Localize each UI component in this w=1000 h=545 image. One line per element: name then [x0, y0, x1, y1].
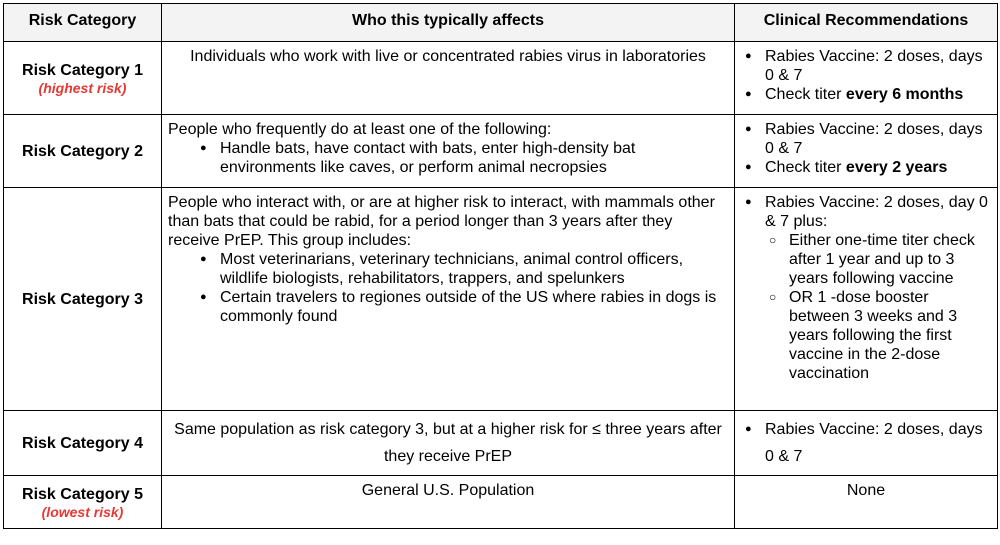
header-risk-category: Risk Category: [4, 4, 162, 42]
category-label: Risk Category 2: [22, 142, 143, 160]
recommendation-cell: [735, 411, 998, 476]
category-cell: [4, 42, 162, 115]
category-label: Risk Category 1: [22, 61, 143, 79]
header-row: [4, 4, 998, 42]
table-row: [4, 411, 998, 476]
recommendation-cell: [735, 115, 998, 188]
recommendation-cell: None: [735, 476, 998, 529]
category-note: (lowest risk): [41, 503, 124, 520]
list-item: ● Most veterinarians, veterinary technicians, animal control officers, wildlife biologists, rehabilitators, trappers, and spelunkers: [196, 250, 728, 288]
who-intro: People who interact with, or are at higher risk to interact, with mammals other than bats that could be rabid, for a period longer than 3 years after they receive PrEP. This group includes:: [168, 194, 715, 249]
who-cell: General U.S. Population: [162, 476, 735, 529]
who-cell: Same population as risk category 3, but at a higher risk for ≤ three years after they receive PrEP: [162, 411, 735, 476]
table-row: [4, 42, 998, 115]
category-cell: [4, 188, 162, 411]
category-label: Risk Category 5: [22, 485, 143, 503]
category-note: (highest risk): [38, 79, 127, 96]
table-row: [4, 476, 998, 529]
list-item: ● Rabies Vaccine: 2 doses, days 0 & 7: [741, 416, 991, 470]
list-item: ● Certain travelers to regiones outside of the US where rabies in dogs is commonly found: [196, 288, 728, 326]
table-row: [4, 188, 998, 411]
header-clinical-recommendations: Clinical Recommendations: [735, 4, 998, 42]
sub-list-item: ○ OR 1 -dose booster between 3 weeks and 3 years following the first vaccine in the 2-dose vaccination: [765, 288, 991, 383]
category-label: Risk Category 3: [22, 290, 143, 308]
list-item: ● Rabies Vaccine: 2 doses, day 0 & 7 plus: ○ Either one-time titer check after 1 year and up to 3 years following vaccine ○ OR 1 -dose booster between 3 weeks and 3 years following the first vaccine in the 2-dose vaccination: [741, 193, 991, 383]
category-label: Risk Category 4: [22, 434, 143, 452]
who-cell: Individuals who work with live or concentrated rabies virus in laboratories: [162, 42, 735, 115]
list-item: ● Check titer every 2 years: [741, 158, 991, 177]
rabies-risk-table: [3, 3, 998, 529]
category-cell: [4, 411, 162, 476]
category-cell: [4, 115, 162, 188]
list-item: ● Handle bats, have contact with bats, enter high-density bat environments like caves, or perform animal necropsies: [196, 139, 728, 177]
recommendation-cell: [735, 42, 998, 115]
who-cell: [162, 188, 735, 411]
table-row: [4, 115, 998, 188]
category-cell: [4, 476, 162, 529]
list-item: ● Rabies Vaccine: 2 doses, days 0 & 7: [741, 47, 991, 85]
header-who-affected: Who this typically affects: [162, 4, 735, 42]
list-item: ● Check titer every 6 months: [741, 85, 991, 104]
who-intro: People who frequently do at least one of the following:: [168, 121, 552, 138]
who-cell: [162, 115, 735, 188]
sub-list-item: ○ Either one-time titer check after 1 year and up to 3 years following vaccine: [765, 231, 991, 288]
recommendation-cell: [735, 188, 998, 411]
list-item: ● Rabies Vaccine: 2 doses, days 0 & 7: [741, 120, 991, 158]
